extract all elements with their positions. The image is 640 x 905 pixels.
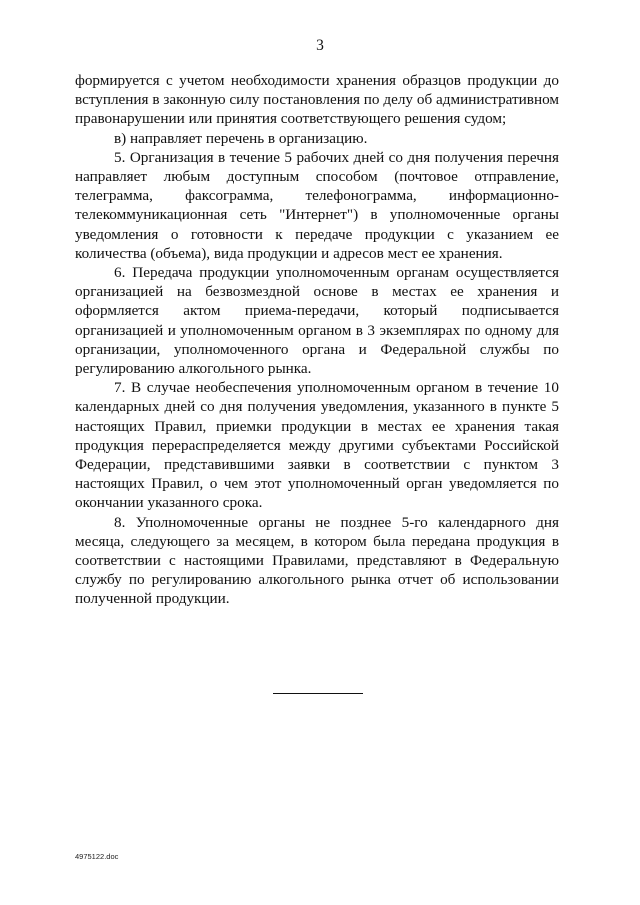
- paragraph-item-v: в) направляет перечень в организацию.: [114, 129, 368, 147]
- page-number: 3: [316, 37, 324, 54]
- document-file-code: 4975122.doc: [75, 852, 119, 861]
- paragraph-5: 5. Организация в течение 5 рабочих дней со дня получения перечня направляет любым доступным способом (почтовое отправление, телеграмма, факсограмма, телефонограмма, информационно-телекоммуникационная сеть "Интернет") в уполномоченные органы уведомления о готовности к передаче продукции с указанием ее количества (объема), вида продукции и адресов мест ее хранения.: [75, 148, 559, 262]
- document-body: [75, 71, 559, 609]
- paragraph-8: 8. Уполномоченные органы не позднее 5-го календарного дня месяца, следующего за месяцем, в котором была передана продукция в соответствии с настоящими Правилами, представляют в Федеральную службу по регулированию алкогольного рынка отчет об использовании полученной продукции.: [75, 513, 559, 608]
- paragraph-7: 7. В случае необеспечения уполномоченным органом в течение 10 календарных дней со дня получения уведомления, указанного в пункте 5 настоящих Правил, приемки продукции в местах ее хранения такая продукция перераспределяется между другими субъектами Российской Федерации, представившими заявки в соответствии с пунктом 3 настоящих Правил, о чем этот уполномоченный орган уведомляется по окончании указанного срока.: [75, 379, 559, 512]
- paragraph-6: 6. Передача продукции уполномоченным органам осуществляется организацией на безвозмездной основе в местах ее хранения и оформляется актом приема-передачи, который подписывается организацией и уполномоченным органом в 3 экземплярах по одному для организации, уполномоченного органа и Федеральной службы по регулированию алкогольного рынка.: [75, 264, 559, 378]
- end-of-document-rule: [273, 693, 363, 694]
- paragraph-continuation: формируется с учетом необходимости хранения образцов продукции до вступления в законную силу постановления по делу об административном правонарушении или принятия соответствующего решения судом;: [75, 72, 559, 128]
